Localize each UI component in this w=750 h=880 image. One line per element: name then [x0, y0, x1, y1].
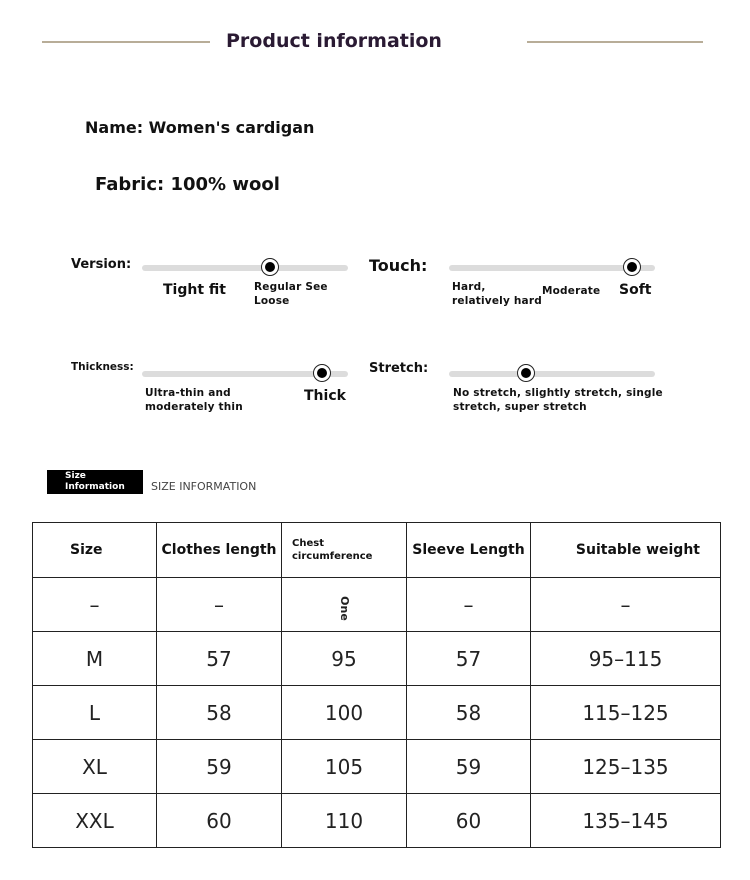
title-divider-right	[527, 41, 703, 43]
cell-weight: 135–145	[531, 794, 721, 848]
product-name: Name: Women's cardigan	[85, 118, 315, 137]
table-row	[33, 578, 721, 632]
touch-label: Touch:	[369, 256, 428, 275]
thickness-tick-moderately-thin: moderately thin	[145, 401, 243, 413]
page-title: Product information	[226, 30, 442, 52]
cell-weight: 125–135	[531, 740, 721, 794]
stretch-scale-track	[449, 371, 655, 377]
table-row	[33, 740, 721, 794]
cell-sleeve-length: –	[407, 578, 531, 632]
table-row	[33, 686, 721, 740]
version-scale-marker	[261, 258, 279, 276]
cell-chest: 100	[282, 686, 407, 740]
version-tick-loose: Loose	[254, 295, 290, 307]
cell-size: XXL	[33, 794, 157, 848]
stretch-tick-line1: No stretch, slightly stretch, single	[453, 387, 663, 399]
cell-clothes-length: 59	[157, 740, 282, 794]
size-information-caption: SIZE INFORMATION	[151, 480, 257, 493]
table-row	[33, 794, 721, 848]
cell-sleeve-length: 58	[407, 686, 531, 740]
table-row	[33, 632, 721, 686]
version-tick-regular: Regular See	[254, 281, 328, 293]
cell-sleeve-length: 59	[407, 740, 531, 794]
cell-chest: 105	[282, 740, 407, 794]
cell-clothes-length: –	[157, 578, 282, 632]
cell-chest: 110	[282, 794, 407, 848]
header-size: Size	[33, 523, 157, 578]
cell-weight: 95–115	[531, 632, 721, 686]
product-fabric: Fabric: 100% wool	[95, 174, 280, 195]
stretch-label: Stretch:	[369, 361, 429, 376]
size-table	[32, 522, 721, 848]
header-sleeve-length: Sleeve Length	[407, 523, 531, 578]
cell-chest	[282, 578, 407, 632]
header-clothes-length: Clothes length	[157, 523, 282, 578]
cell-sleeve-length: 57	[407, 632, 531, 686]
header-chest-line1: Chest	[292, 538, 324, 549]
cell-chest: 95	[282, 632, 407, 686]
thickness-scale-marker	[313, 364, 331, 382]
thickness-tick-ultra-thin: Ultra-thin and	[145, 387, 231, 399]
cell-clothes-length: 57	[157, 632, 282, 686]
cell-size: L	[33, 686, 157, 740]
header-suitable-weight: Suitable weight	[531, 523, 721, 578]
cell-weight: 115–125	[531, 686, 721, 740]
title-divider-left	[42, 41, 210, 43]
size-information-badge	[47, 470, 143, 494]
cell-chest-one-size: One	[337, 595, 351, 621]
cell-size: XL	[33, 740, 157, 794]
table-header-row	[33, 523, 721, 578]
cell-size: M	[33, 632, 157, 686]
stretch-tick-line2: stretch, super stretch	[453, 401, 587, 413]
touch-tick-moderate: Moderate	[542, 285, 601, 297]
badge-line-information: Information	[65, 482, 125, 492]
version-tick-tight-fit: Tight fit	[163, 282, 226, 298]
touch-tick-relatively-hard: relatively hard	[452, 295, 542, 307]
version-label: Version:	[71, 257, 132, 272]
cell-weight: –	[531, 578, 721, 632]
thickness-label: Thickness:	[71, 361, 134, 373]
cell-sleeve-length: 60	[407, 794, 531, 848]
touch-scale-marker	[623, 258, 641, 276]
cell-clothes-length: 60	[157, 794, 282, 848]
badge-line-size: Size	[65, 471, 86, 481]
header-chest-circumference	[282, 523, 407, 578]
touch-tick-soft: Soft	[619, 282, 652, 298]
cell-clothes-length: 58	[157, 686, 282, 740]
version-scale-track	[142, 265, 348, 271]
touch-tick-hard: Hard,	[452, 281, 486, 293]
cell-size: –	[33, 578, 157, 632]
stretch-scale-marker	[517, 364, 535, 382]
header-chest-line2: circumference	[292, 551, 373, 562]
thickness-tick-thick: Thick	[304, 388, 346, 404]
